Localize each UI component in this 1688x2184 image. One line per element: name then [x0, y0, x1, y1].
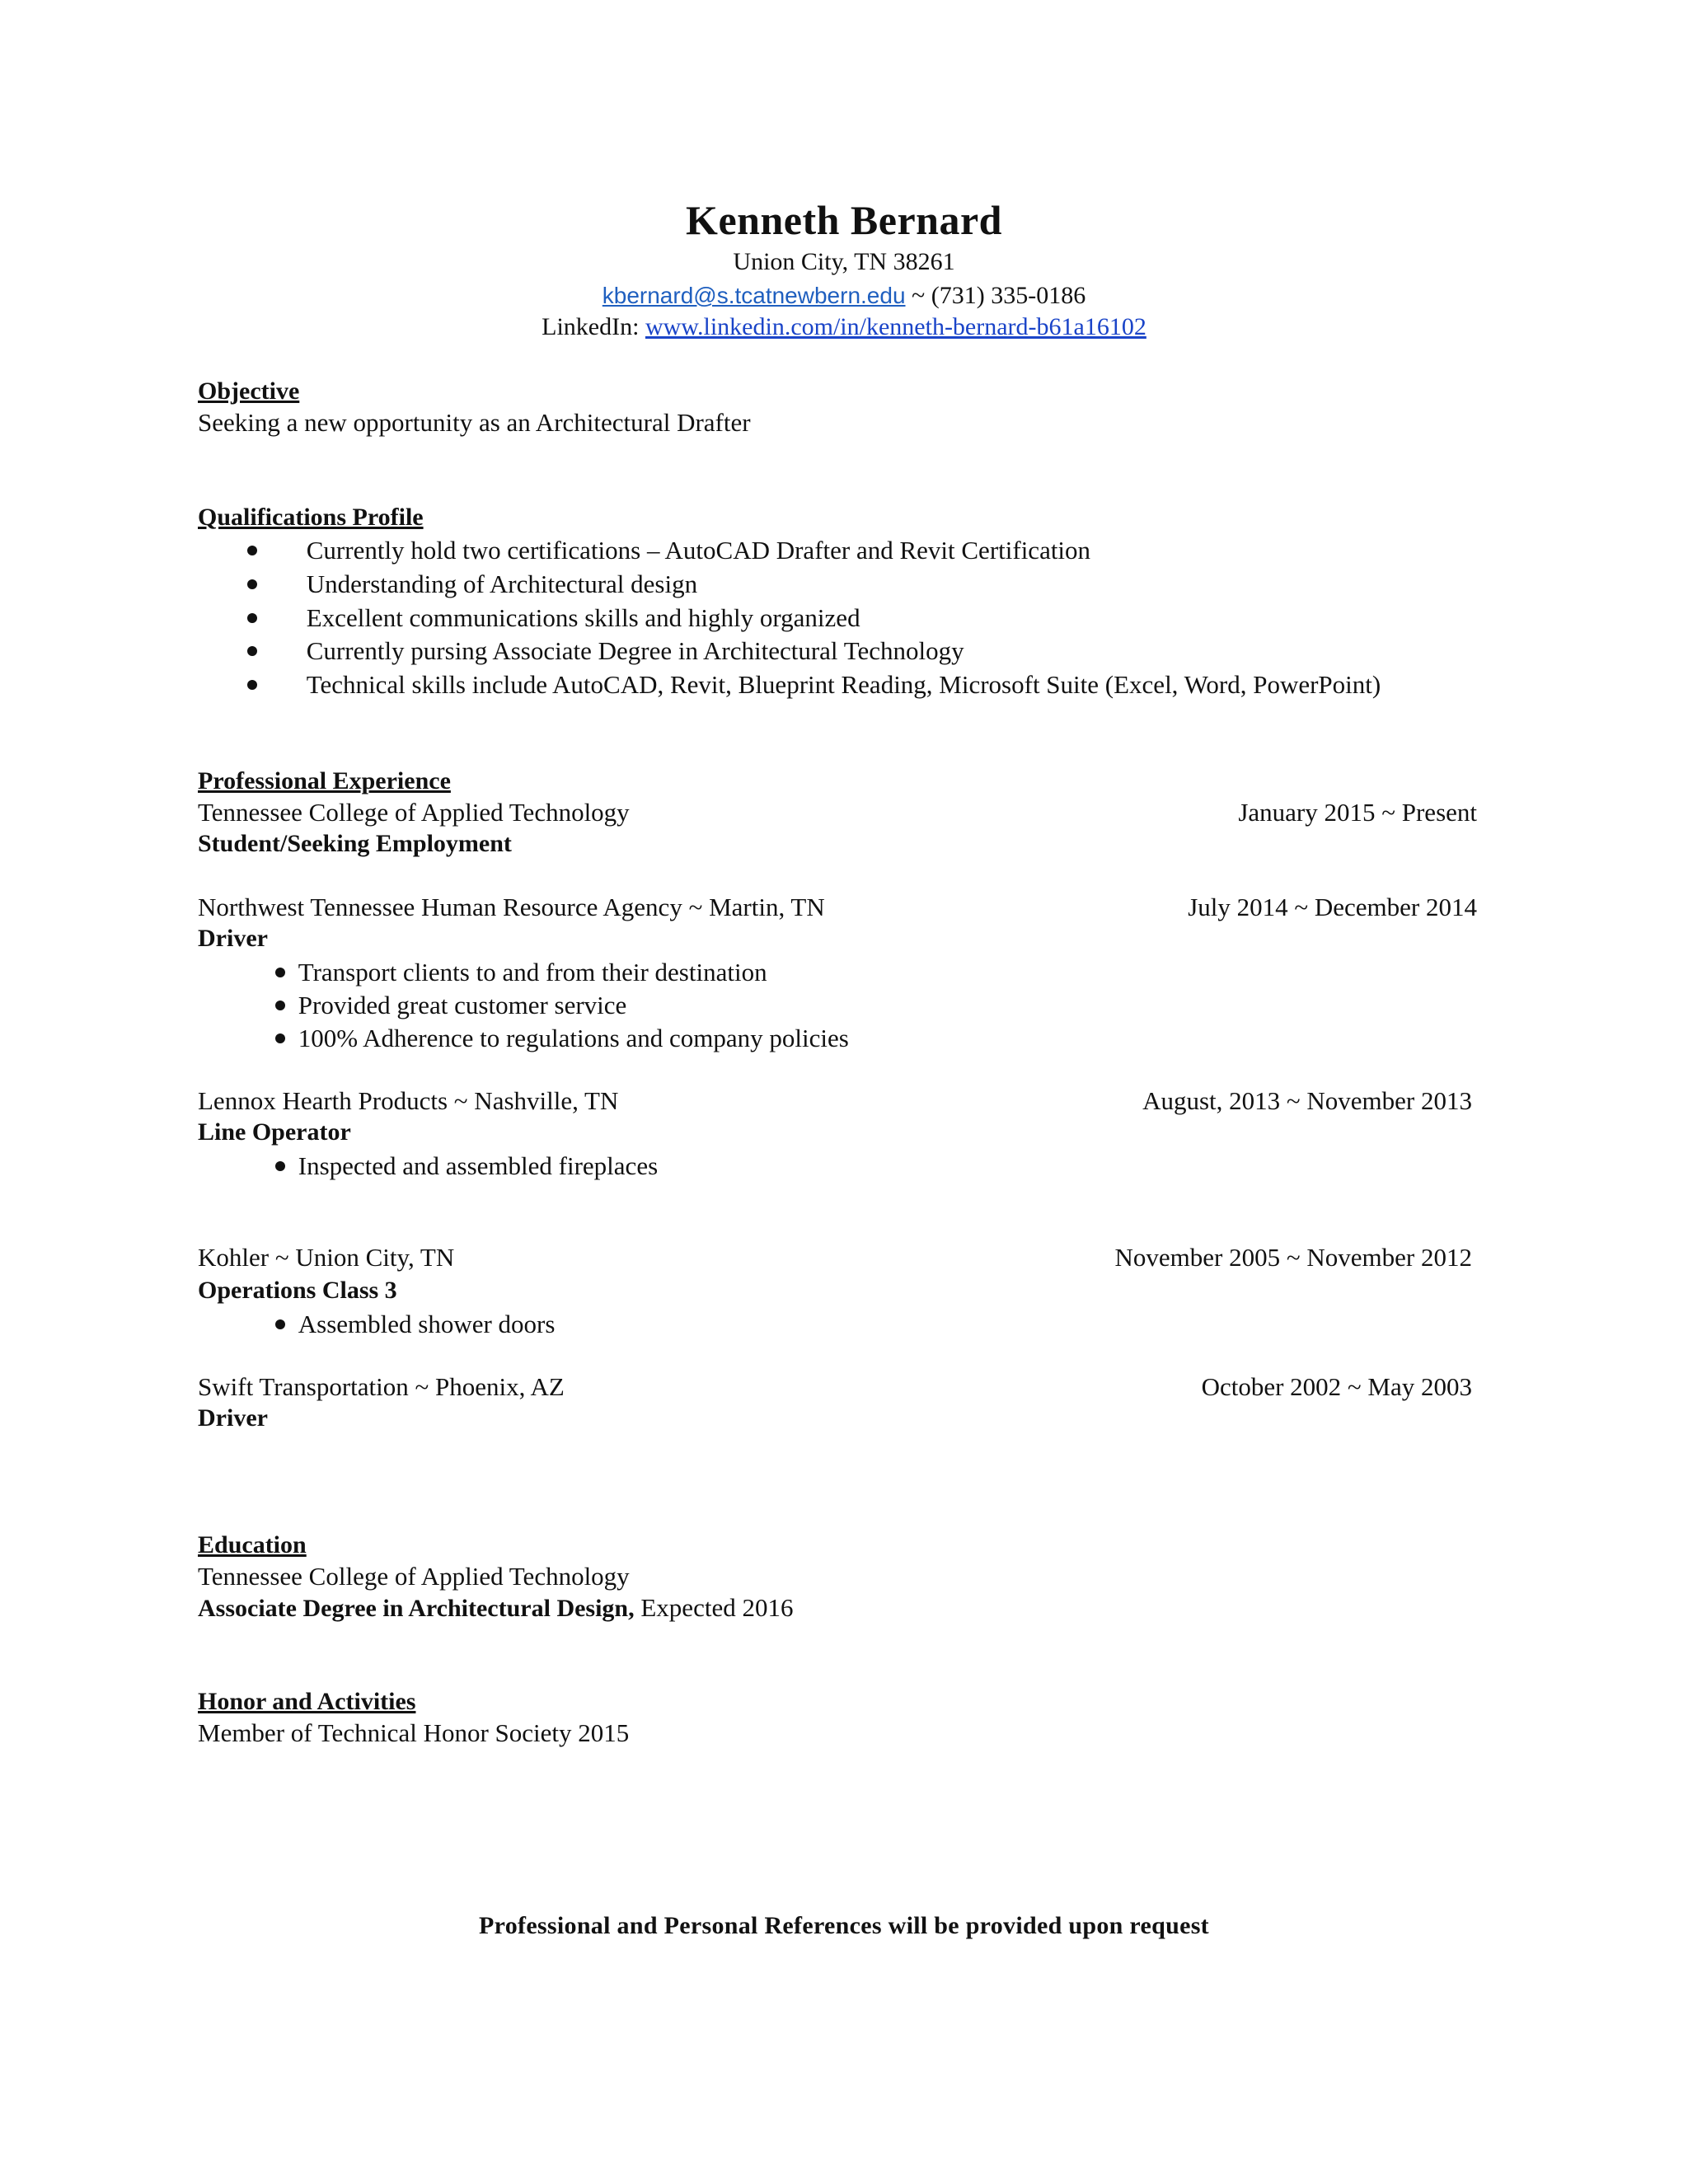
bullet-icon	[247, 646, 257, 656]
education-degree-line	[198, 1591, 793, 1625]
contact-separator: ~	[912, 282, 926, 309]
education-heading: Education	[198, 1531, 307, 1558]
references-note: Professional and Personal References will be provided upon request	[479, 1912, 1209, 1939]
honors-heading: Honor and Activities	[198, 1688, 416, 1715]
email-link[interactable]: kbernard@s.tcatnewbern.edu	[602, 283, 906, 308]
qualification-text: Currently pursing Associate Degree in Architectural Technology	[306, 636, 964, 665]
linkedin-link[interactable]: www.linkedin.com/in/kenneth-bernard-b61a16102	[645, 313, 1146, 340]
job-title: Line Operator	[198, 1118, 351, 1146]
education-degree: Associate Degree in Architectural Design,	[198, 1595, 635, 1622]
list-item	[275, 1150, 658, 1183]
duty-text: Provided great customer service	[298, 991, 627, 1019]
job-title: Student/Seeking Employment	[198, 830, 512, 857]
job-dates: July 2014 ~ December 2014	[1188, 893, 1477, 921]
job-dates: August, 2013 ~ November 2013	[1142, 1086, 1472, 1115]
qualification-text: Understanding of Architectural design	[306, 569, 698, 598]
duty-text: Inspected and assembled fireplaces	[298, 1151, 659, 1180]
qualifications-heading: Qualifications Profile	[198, 504, 424, 531]
qualification-text: Excellent communications skills and highly organized	[306, 603, 860, 632]
bullet-icon	[275, 1001, 285, 1010]
education-school: Tennessee College of Applied Technology	[198, 1562, 630, 1591]
job-dates: January 2015 ~ Present	[1238, 798, 1477, 827]
job-employer: Swift Transportation ~ Phoenix, AZ	[198, 1372, 565, 1401]
list-item	[275, 956, 767, 989]
bullet-icon	[247, 680, 257, 690]
bullet-icon	[275, 1161, 285, 1171]
job-dates: October 2002 ~ May 2003	[1201, 1372, 1472, 1401]
experience-heading: Professional Experience	[198, 767, 451, 794]
job-title: Driver	[198, 1404, 268, 1432]
bullet-icon	[275, 1319, 285, 1329]
bullet-icon	[275, 968, 285, 977]
duty-text: Transport clients to and from their destination	[298, 958, 767, 987]
list-item	[275, 1022, 849, 1055]
bullet-icon	[275, 1033, 285, 1043]
list-item	[275, 1308, 555, 1341]
phone-number: (731) 335-0186	[931, 282, 1086, 309]
job-title: Driver	[198, 925, 268, 952]
candidate-name: Kenneth Bernard	[686, 197, 1002, 243]
job-employer: Tennessee College of Applied Technology	[198, 798, 630, 827]
linkedin-line	[0, 312, 1688, 343]
duty-text: 100% Adherence to regulations and company policies	[298, 1024, 849, 1052]
address: Union City, TN 38261	[733, 248, 955, 275]
list-item	[247, 534, 1090, 567]
duty-text: Assembled shower doors	[298, 1310, 556, 1338]
objective-heading: Objective	[198, 377, 300, 405]
education-expected: Expected 2016	[634, 1593, 794, 1622]
list-item	[247, 602, 860, 635]
list-item	[247, 668, 1381, 701]
bullet-icon	[247, 613, 257, 623]
objective-text: Seeking a new opportunity as an Architectural Drafter	[198, 408, 751, 437]
job-employer: Kohler ~ Union City, TN	[198, 1243, 455, 1272]
job-employer: Lennox Hearth Products ~ Nashville, TN	[198, 1086, 619, 1115]
list-item	[247, 635, 964, 668]
list-item	[275, 989, 626, 1022]
job-dates: November 2005 ~ November 2012	[1114, 1243, 1472, 1272]
bullet-icon	[247, 579, 257, 589]
qualification-text: Currently hold two certifications – AutoCAD Drafter and Revit Certification	[306, 536, 1091, 565]
honors-text: Member of Technical Honor Society 2015	[198, 1718, 630, 1747]
list-item	[247, 568, 697, 601]
linkedin-label: LinkedIn:	[542, 313, 640, 340]
qualification-text: Technical skills include AutoCAD, Revit, Blueprint Reading, Microsoft Suite (Excel, Word, PowerPoint)	[306, 670, 1381, 699]
job-employer: Northwest Tennessee Human Resource Agency ~ Martin, TN	[198, 893, 825, 921]
contact-line	[0, 280, 1688, 312]
job-title: Operations Class 3	[198, 1277, 397, 1304]
bullet-icon	[247, 546, 257, 555]
